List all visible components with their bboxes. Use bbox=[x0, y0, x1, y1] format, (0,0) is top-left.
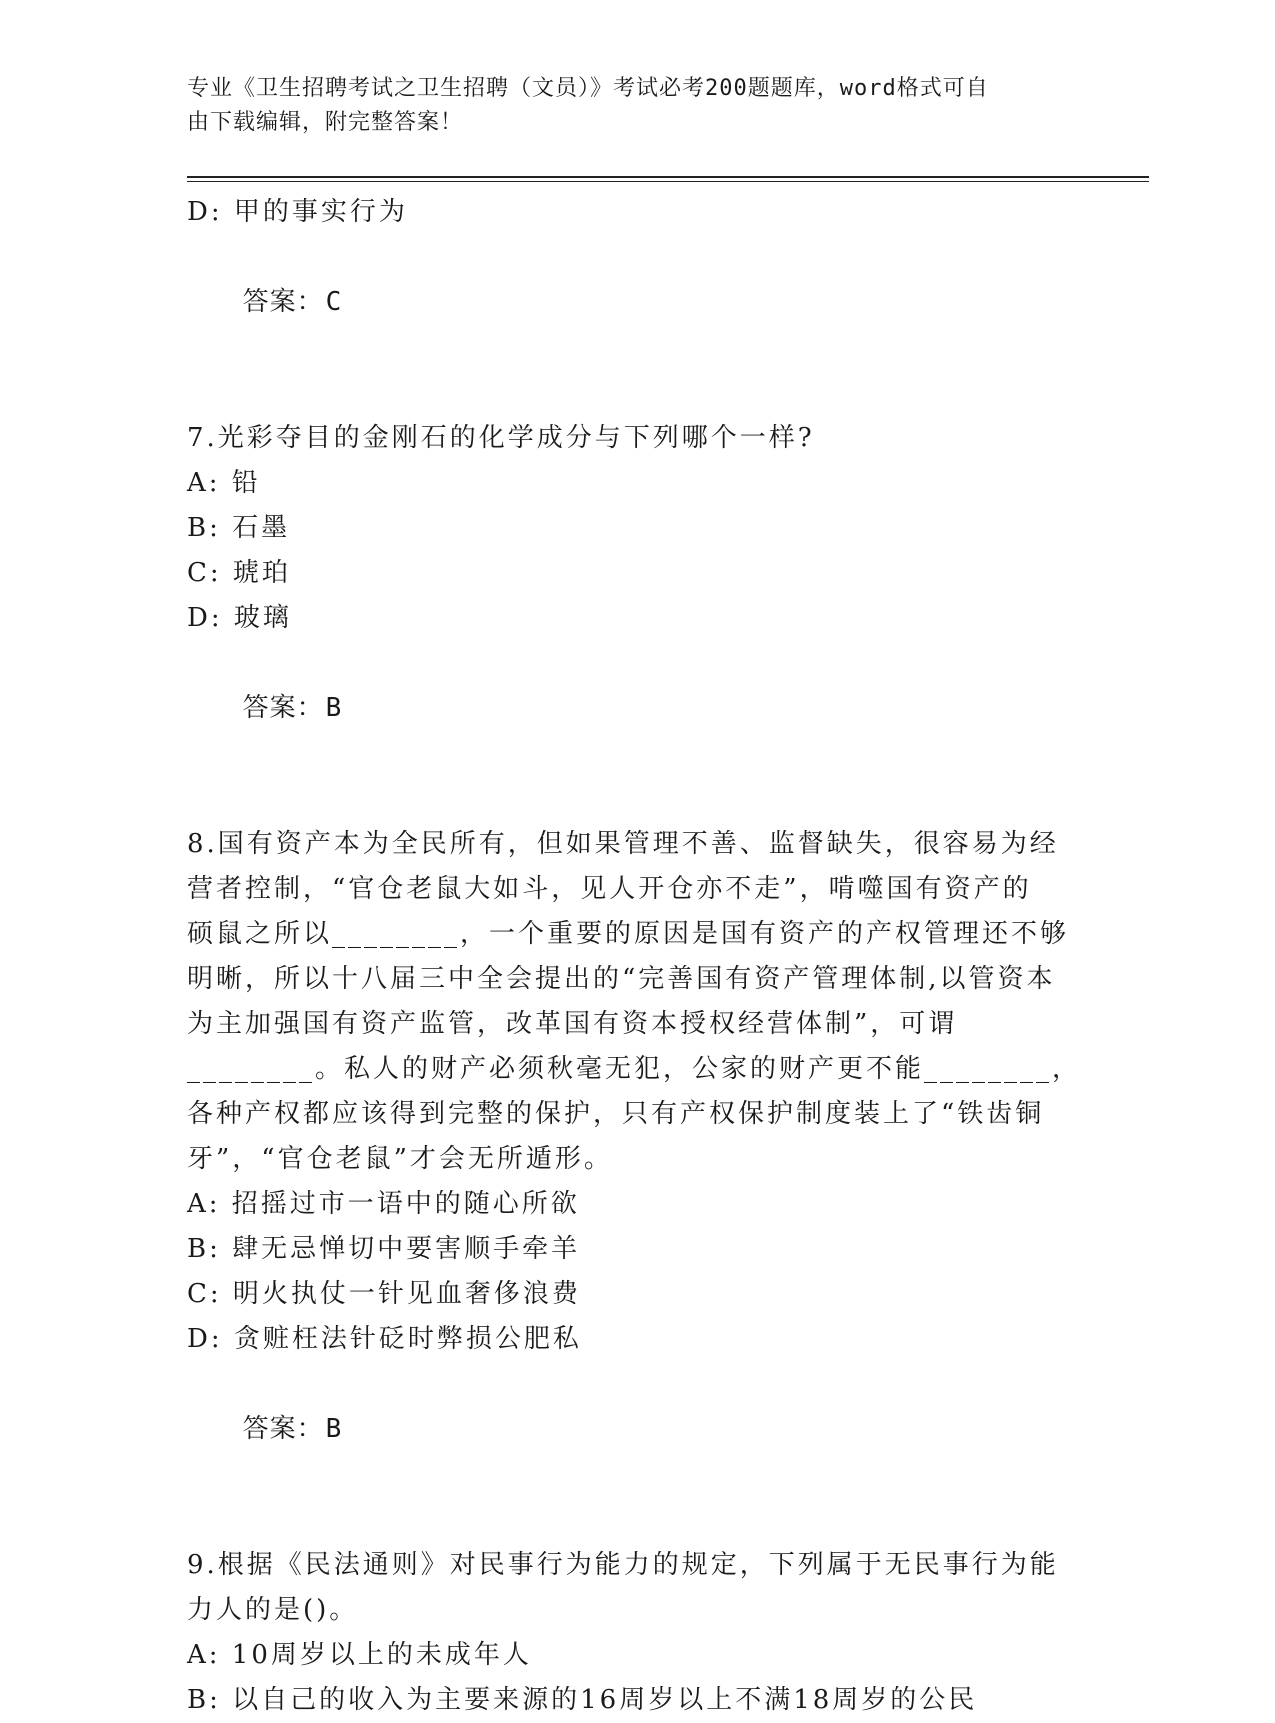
prev-answer bbox=[187, 235, 1087, 370]
prev-option-d: D: 甲的事实行为 bbox=[187, 197, 408, 227]
answer-value: B bbox=[325, 693, 343, 723]
spacer bbox=[187, 1497, 1087, 1543]
spacer bbox=[187, 776, 1087, 822]
q8-answer bbox=[187, 1362, 1087, 1497]
q8-option-c: C: 明火执仗一针见血奢侈浪费 bbox=[187, 1279, 581, 1309]
q7-option-b: B: 石墨 bbox=[187, 513, 291, 543]
answer-value: C bbox=[325, 287, 343, 317]
q7-option-c: C: 琥珀 bbox=[187, 558, 291, 588]
answer-label: 答案： bbox=[242, 693, 324, 723]
q7-option-d: D: 玻璃 bbox=[187, 603, 292, 633]
q8-stem-line-1: 8.国有资产本为全民所有，但如果管理不善、监督缺失，很容易为经 bbox=[187, 829, 1059, 859]
q8-stem-line-8: 牙”，“官仓老鼠”才会无所遁形。 bbox=[187, 1144, 613, 1174]
q9-option-b: B: 以自己的收入为主要来源的16周岁以上不满18周岁的公民 bbox=[187, 1685, 978, 1715]
header-rule-thin bbox=[187, 181, 1149, 182]
q8-option-d: D: 贪赃枉法针砭时弊损公肥私 bbox=[187, 1324, 582, 1354]
q8-stem-line-7: 各种产权都应该得到完整的保护，只有产权保护制度装上了“铁齿铜 bbox=[187, 1099, 1045, 1129]
q9-stem-line-2: 力人的是()。 bbox=[187, 1595, 359, 1625]
q8-option-b: B: 肆无忌惮切中要害顺手牵羊 bbox=[187, 1234, 581, 1264]
header-line-1: 专业《卫生招聘考试之卫生招聘（文员）》考试必考200题题库，word格式可自 bbox=[187, 76, 989, 101]
q8-stem-line-4: 明晰，所以十八届三中全会提出的“完善国有资产管理体制,以管资本 bbox=[187, 964, 1056, 994]
question-content bbox=[187, 190, 1087, 1723]
answer-value: B bbox=[325, 1414, 343, 1444]
answer-label: 答案： bbox=[242, 287, 324, 317]
q7-answer bbox=[187, 641, 1087, 776]
q7-stem: 7.光彩夺目的金刚石的化学成分与下列哪个一样? bbox=[187, 423, 815, 453]
header-rule-thick bbox=[187, 176, 1149, 178]
q8-stem-line-2: 营者控制，“官仓老鼠大如斗，见人开仓亦不走”，啃噬国有资产的 bbox=[187, 874, 1032, 904]
q8-stem-line-5: 为主加强国有资产监管，改革国有资本授权经营体制”，可谓 bbox=[187, 1009, 958, 1039]
q8-stem-line-6: ________。私人的财产必须秋毫无犯，公家的财产更不能________， bbox=[187, 1054, 1082, 1084]
document-header bbox=[187, 72, 1067, 140]
answer-label: 答案： bbox=[242, 1414, 324, 1444]
q8-option-a: A: 招摇过市一语中的随心所欲 bbox=[187, 1189, 580, 1219]
q9-stem-line-1: 9.根据《民法通则》对民事行为能力的规定，下列属于无民事行为能 bbox=[187, 1550, 1059, 1580]
spacer bbox=[187, 370, 1087, 416]
q8-stem-line-3: 硕鼠之所以________，一个重要的原因是国有资产的产权管理还不够 bbox=[187, 919, 1070, 949]
header-line-2: 由下载编辑，附完整答案！ bbox=[187, 110, 464, 135]
q7-option-a: A: 铅 bbox=[187, 468, 261, 498]
q9-option-a: A: 10周岁以上的未成年人 bbox=[187, 1640, 532, 1670]
